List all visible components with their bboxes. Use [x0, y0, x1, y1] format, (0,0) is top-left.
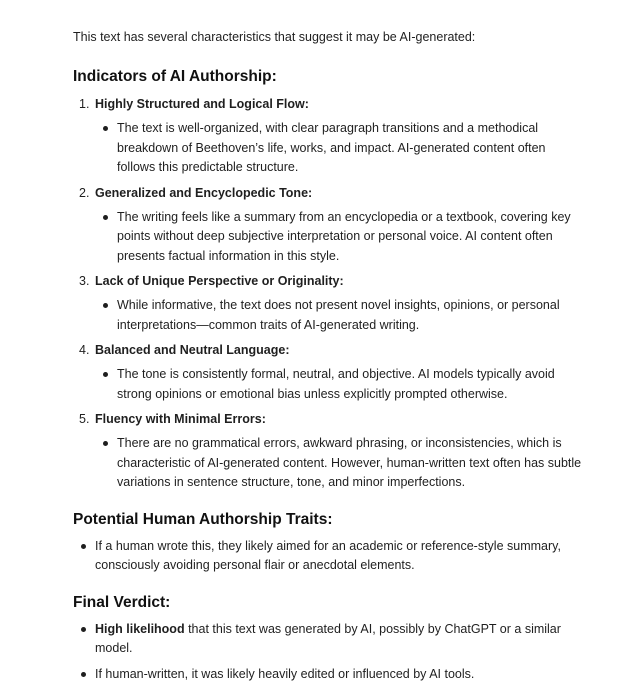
list-item — [73, 183, 583, 267]
item-number: 5. — [79, 409, 89, 429]
bullet-dot — [81, 544, 86, 549]
human-traits-list — [73, 537, 583, 576]
bullet-dot — [81, 627, 86, 632]
bullet-text: that this text was generated by AI, possibly by ChatGPT or a similar model. — [95, 622, 561, 656]
bullet-item — [73, 620, 583, 659]
bullet-text: If a human wrote this, they likely aimed for an academic or reference-style summary, consciously avoiding personal flair or anecdotal elements. — [95, 539, 561, 573]
bullet-item — [73, 665, 583, 684]
item-title: Highly Structured and Logical Flow: — [95, 94, 583, 114]
bullet-text: There are no grammatical errors, awkward phrasing, or inconsistencies, which is characteristic of AI-generated content. However, human-written text often has subtle variations in sentence structure, tone, and minor imperfections. — [117, 436, 581, 489]
bullet-text: The tone is consistently formal, neutral, and objective. AI models typically avoid strong opinions or emotional bias unless explicitly prompted otherwise. — [117, 367, 555, 401]
bullet-item — [95, 208, 583, 267]
verdict-emphasis: High likelihood — [95, 622, 185, 636]
human-traits-heading: Potential Human Authorship Traits: — [73, 509, 583, 531]
intro-text: This text has several characteristics that suggest it may be AI-generated: — [73, 27, 583, 47]
item-title: Balanced and Neutral Language: — [95, 340, 583, 360]
bullet-text: While informative, the text does not present novel insights, opinions, or personal interpretations—common traits of AI-generated writing. — [117, 298, 560, 332]
item-title: Lack of Unique Perspective or Originality: — [95, 271, 583, 291]
bullet-dot — [81, 672, 86, 677]
bullet-item — [95, 365, 583, 404]
final-verdict-heading: Final Verdict: — [73, 592, 583, 614]
bullet-dot — [103, 372, 108, 377]
item-number: 2. — [79, 183, 89, 203]
indicators-list — [73, 94, 583, 493]
bullet-dot — [103, 441, 108, 446]
bullet-item — [95, 119, 583, 178]
item-title: Generalized and Encyclopedic Tone: — [95, 183, 583, 203]
bullet-dot — [103, 303, 108, 308]
indicators-heading: Indicators of AI Authorship: — [73, 66, 583, 88]
bullet-item — [73, 537, 583, 576]
item-number: 3. — [79, 271, 89, 291]
bullet-text: If human-written, it was likely heavily edited or influenced by AI tools. — [95, 667, 474, 681]
bullet-dot — [103, 126, 108, 131]
list-item — [73, 340, 583, 404]
item-title: Fluency with Minimal Errors: — [95, 409, 583, 429]
bullet-dot — [103, 215, 108, 220]
item-number: 4. — [79, 340, 89, 360]
list-item — [73, 409, 583, 493]
bullet-item — [95, 434, 583, 493]
bullet-text: The writing feels like a summary from an encyclopedia or a textbook, covering key points without deep subjective interpretation or personal voice. AI content often presents factual information in this style. — [117, 210, 571, 263]
bullet-item — [95, 296, 583, 335]
bullet-text: The text is well-organized, with clear paragraph transitions and a methodical breakdown of Beethoven’s life, works, and impact. AI-generated content often follows this predictable structure. — [117, 121, 546, 174]
list-item — [73, 94, 583, 178]
verdict-list — [73, 620, 583, 684]
item-number: 1. — [79, 94, 89, 114]
response-content — [73, 27, 583, 684]
list-item — [73, 271, 583, 335]
